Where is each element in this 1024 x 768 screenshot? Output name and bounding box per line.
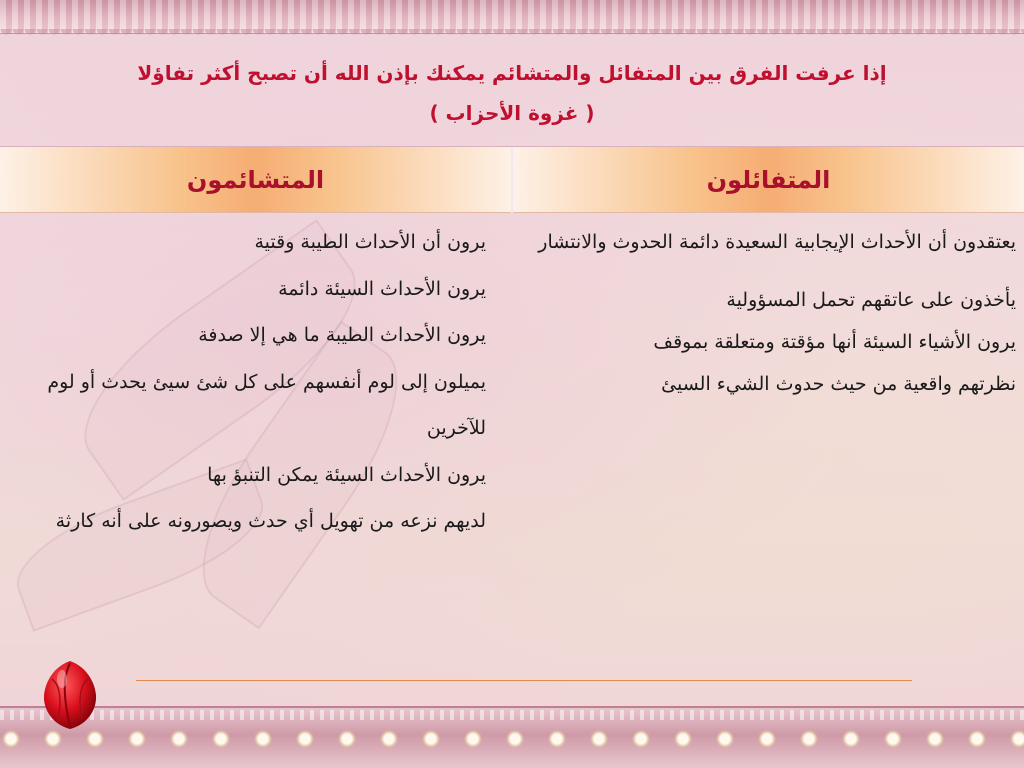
pessimists-title: المتشائمون [186,165,325,194]
list-item: يرون الأحداث الطيبة ما هي إلا صدفة [198,324,486,346]
list-item: لديهم نزعه من تهويل أي حدث ويصورونه على أنه كارثة [55,510,486,532]
list-item: نظرتهم واقعية من حيث حدوث الشيء السيئ [661,373,1016,395]
bottom-decorative-band [0,706,1024,768]
bottom-trim [0,710,1024,720]
list-item: يأخذون على عاتقهم تحمل المسؤولية [726,289,1016,311]
list-item: يرون الأحداث السيئة دائمة [278,277,486,300]
pessimists-list [30,219,486,545]
slide-title [0,56,1024,130]
bead-border [0,728,1024,750]
subtitle-line: ( غزوة الأحزاب ) [429,101,595,125]
list-item: يرون الأحداث السيئة يمكن التنبؤ بها [207,463,486,486]
top-decorative-band [0,0,1024,34]
list-item: يرون أن الأحداث الطيبة وقتية [254,231,486,253]
list-item: يرون الأشياء السيئة أنها مؤقتة ومتعلقة بموقف [653,331,1016,353]
title-line: إذا عرفت الفرق بين المتفائل والمتشائم يمكنك بإذن الله أن تصبح أكثر تفاؤلا [137,61,887,85]
optimists-header [513,147,1024,213]
list-item: يميلون إلى لوم أنفسهم على كل شئ سيئ يحدث أو لوم للآخرين [47,370,486,439]
comparison-table [0,146,1024,666]
pessimists-header [0,147,511,213]
list-item: يعتقدون أن الأحداث الإيجابية السعيدة دائمة الحدوث والانتشار [538,231,1016,253]
column-divider [511,147,513,213]
red-tulip-icon [38,655,102,733]
optimists-title: المتفائلون [706,165,831,194]
optimists-list [520,219,1016,402]
footer-rule [136,680,912,681]
